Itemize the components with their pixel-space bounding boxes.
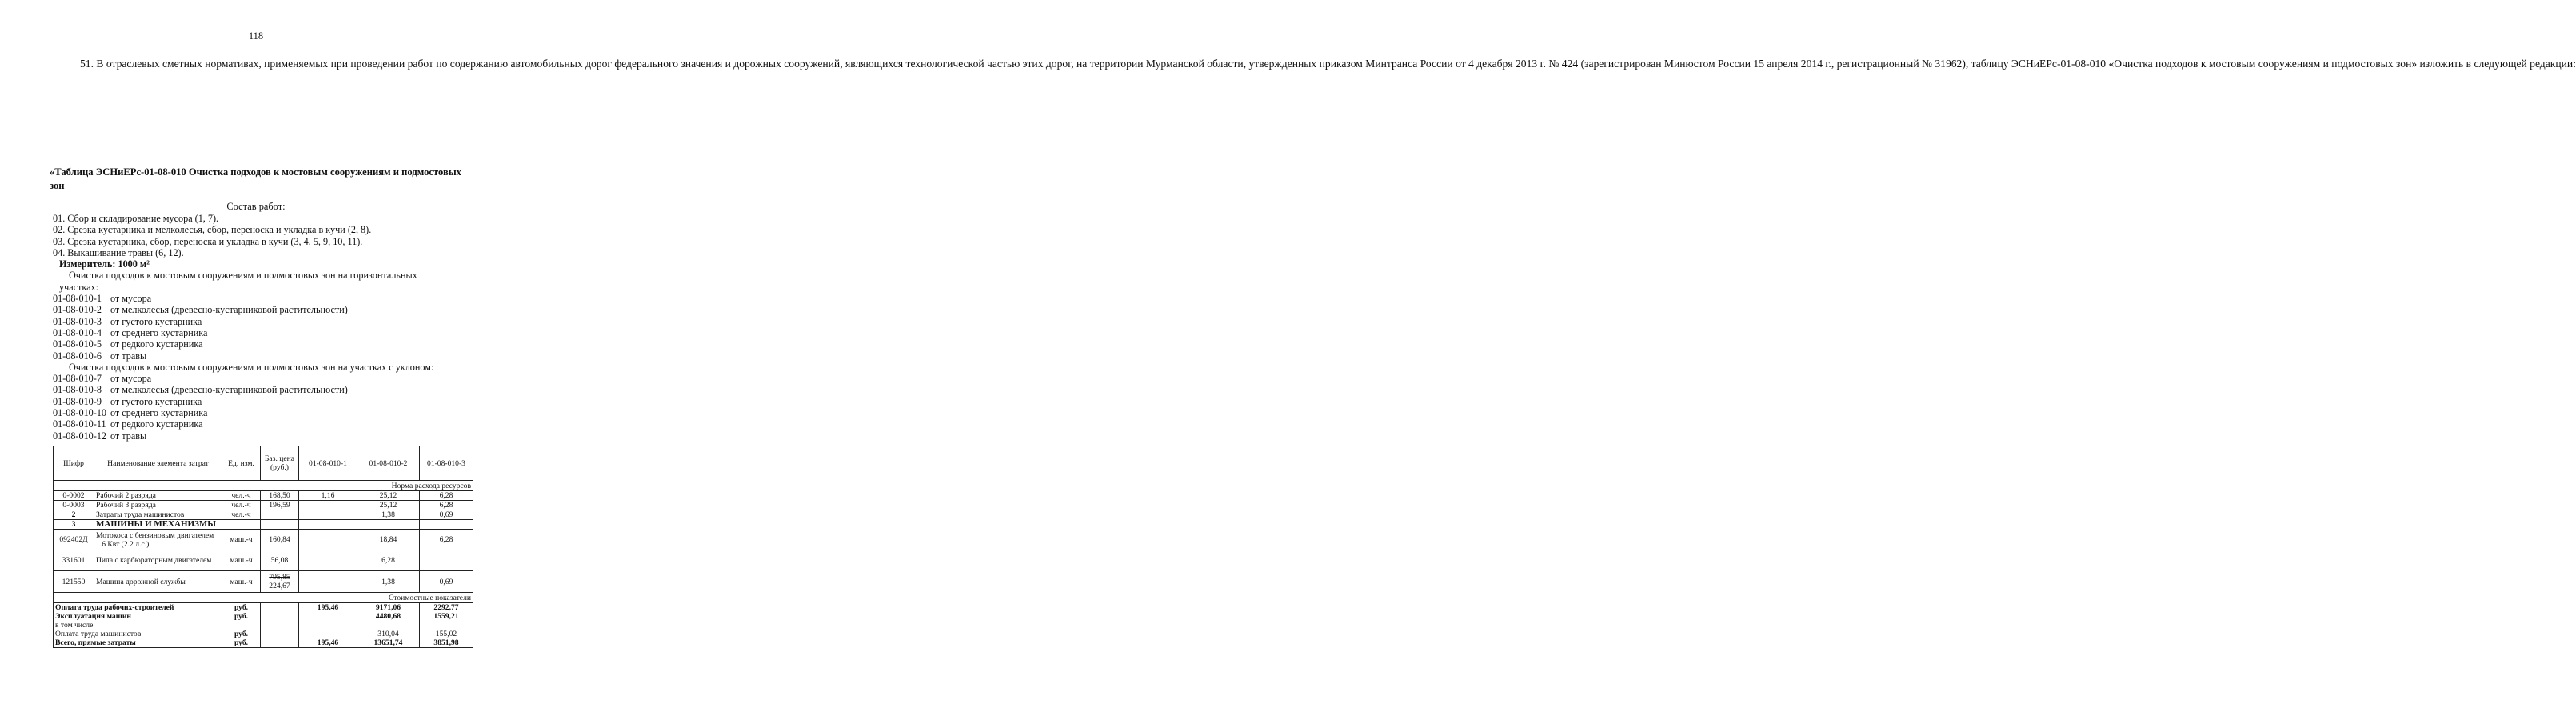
row-name: Затраты труда машинистов [94, 510, 222, 520]
header-col2: 01-08-010-2 [357, 446, 420, 481]
total-row [54, 630, 473, 638]
group-title-cont: участках: [59, 281, 98, 293]
row-v2: 18,84 [357, 530, 420, 550]
header-name: Наименование элемента затрат [94, 446, 222, 481]
cost-section-row [54, 593, 473, 603]
total-name: Оплата труда машинистов [54, 630, 222, 638]
resource-table [53, 446, 473, 648]
row-v2: 25,12 [357, 501, 420, 510]
cost-label: Стоимостные показатели [54, 593, 473, 603]
header-col1: 01-08-010-1 [299, 446, 357, 481]
row-v3: 6,28 [420, 501, 473, 510]
row-unit: маш.-ч [222, 571, 261, 593]
row-v3 [420, 550, 473, 571]
row-v3: 0,69 [420, 571, 473, 593]
table-title: «Таблица ЭСНиЕРс-01-08-010 Очистка подходов к мостовым сооружениям и подмостовых зон [50, 166, 461, 191]
row-code: 092402Д [54, 530, 94, 550]
norm-line [53, 327, 433, 338]
row-code: 0-0002 [54, 491, 94, 501]
total-v2: 4480,68 [357, 612, 420, 621]
table-header-row [54, 446, 473, 481]
row-price: 160,84 [261, 530, 299, 550]
norm-code: 01-08-010-11 [53, 418, 106, 430]
norm-line [53, 316, 433, 327]
row-price [261, 510, 299, 520]
norm-code: 01-08-010-3 [53, 315, 102, 327]
norm-code: 01-08-010-1 [53, 293, 102, 305]
group-title: Очистка подходов к мостовым сооружениям и подмостовых зон на горизонтальных [69, 270, 417, 282]
row-v2: 1,38 [357, 571, 420, 593]
total-unit: руб. [222, 612, 261, 621]
header-price: Баз. цена (руб.) [261, 446, 299, 481]
row-unit: чел.-ч [222, 491, 261, 501]
row-name: Рабочий 3 разряда [94, 501, 222, 510]
norm-name: от редкого кустарника [110, 418, 203, 430]
norm-name: от среднего кустарника [110, 326, 208, 338]
norm-code: 01-08-010-5 [53, 338, 102, 350]
norm-line [53, 430, 433, 442]
total-row [54, 638, 473, 648]
table-row [54, 510, 473, 520]
norm-code: 01-08-010-2 [53, 304, 102, 316]
norm-name: от мусора [110, 293, 152, 305]
row-name: Рабочий 2 разряда [94, 491, 222, 501]
total-name: Эксплуатация машин [54, 612, 222, 621]
row-unit: маш.-ч [222, 530, 261, 550]
total-v3: 155,02 [420, 630, 473, 638]
row-price: 56,08 [261, 550, 299, 571]
total-v1 [299, 630, 357, 638]
total-row [54, 603, 473, 613]
norm-name: от травы [110, 350, 147, 362]
norm-code: 01-08-010-7 [53, 373, 102, 385]
row-v1 [299, 510, 357, 520]
row-v1 [299, 571, 357, 593]
row-code: 331601 [54, 550, 94, 571]
norm-line [53, 293, 433, 304]
norma-label: Норма расхода ресурсов [54, 481, 473, 491]
norm-name: от густого кустарника [110, 395, 202, 407]
row-unit: чел.-ч [222, 510, 261, 520]
row-unit: чел.-ч [222, 501, 261, 510]
row-name: МАШИНЫ И МЕХАНИЗМЫ [94, 520, 222, 530]
total-v2: 9171,06 [357, 603, 420, 613]
total-name: в том числе [54, 621, 222, 630]
table-row [54, 520, 473, 530]
header-shifr: Шифр [54, 446, 94, 481]
table-row [54, 501, 473, 510]
table-row [54, 530, 473, 550]
row-v3: 6,28 [420, 530, 473, 550]
total-v3: 1559,21 [420, 612, 473, 621]
work-composition-title: Состав работ: [226, 201, 286, 212]
row-v1: 1,16 [299, 491, 357, 501]
total-v3: 3851,98 [420, 638, 473, 648]
row-v2: 25,12 [357, 491, 420, 501]
total-v1: 195,46 [299, 603, 357, 613]
norm-name: от густого кустарника [110, 315, 202, 327]
norm-code: 01-08-010-6 [53, 350, 102, 362]
row-v2: 6,28 [357, 550, 420, 571]
total-v1 [299, 612, 357, 621]
row-code: 121550 [54, 571, 94, 593]
norm-name: от редкого кустарника [110, 338, 203, 350]
row-v3: 0,69 [420, 510, 473, 520]
page-number: 118 [248, 30, 264, 42]
total-name: Оплата труда рабочих-строителей [54, 603, 222, 613]
total-row [54, 621, 473, 630]
row-price: 224,67 [269, 582, 290, 590]
norm-name: от мелколесья (древесно-кустарниковой растительности) [110, 384, 348, 396]
row-price: 168,50 [261, 491, 299, 501]
header-col3: 01-08-010-3 [420, 446, 473, 481]
table-row [54, 571, 473, 593]
total-name: Всего, прямые затраты [54, 638, 222, 648]
row-code: 3 [54, 520, 94, 530]
row-code: 0-0003 [54, 501, 94, 510]
norm-name: от мелколесья (древесно-кустарниковой растительности) [110, 304, 348, 316]
meter-label: Измеритель: 1000 м² [59, 258, 150, 270]
work-item: 02. Срезка кустарника и мелколесья, сбор, переноска и укладка в кучи (2, 8). [53, 224, 372, 236]
total-unit: руб. [222, 603, 261, 613]
total-unit: руб. [222, 630, 261, 638]
table-row [54, 491, 473, 501]
row-v2: 1,38 [357, 510, 420, 520]
row-price-old: 795,85 [269, 573, 290, 582]
header-unit: Ед. изм. [222, 446, 261, 481]
table-row [54, 550, 473, 571]
norma-section-row [54, 481, 473, 491]
work-item: 01. Сбор и складирование мусора (1, 7). [53, 213, 219, 224]
norm-code: 01-08-010-10 [53, 407, 107, 419]
norm-line [53, 350, 433, 362]
paragraph-text: 51. В отраслевых сметных нормативах, применяемых при проведении работ по содержанию автомобильных дорог федерального значения и дорожных сооружений, являющихся технологической частью этих дорог, на территории Мурманской области, утвержденных приказом Минтранса России от 4 декабря 2013 г. № 424 (зарегистрирован Минюстом России 15 апреля 2014 г., регистрационный № 31962), таблицу ЭСНиЕРс-01-08-010 «Очистка подходов к мостовым сооружениям и подмостовых зон» изложить в следующей редакции: [80, 58, 2576, 70]
norm-name: от среднего кустарника [110, 407, 208, 419]
norm-line [53, 304, 433, 315]
norm-name: от травы [110, 430, 147, 442]
row-unit: маш.-ч [222, 550, 261, 571]
norm-code: 01-08-010-12 [53, 430, 107, 442]
row-name: Пила с карбюраторным двигателем [94, 550, 222, 571]
work-description [53, 213, 434, 442]
total-v2: 13651,74 [357, 638, 420, 648]
work-item: 03. Срезка кустарника, сбор, переноска и укладка в кучи (3, 4, 5, 9, 10, 11). [53, 235, 363, 247]
row-name: Машина дорожной службы [94, 571, 222, 593]
total-v1: 195,46 [299, 638, 357, 648]
norm-code: 01-08-010-8 [53, 384, 102, 396]
row-name: Мотокоса с бензиновым двигателем 1.6 Квт (2.2 л.с.) [94, 530, 222, 550]
norm-line [53, 373, 433, 384]
amendment-paragraph [50, 56, 2576, 71]
row-v1 [299, 530, 357, 550]
norm-code: 01-08-010-4 [53, 326, 102, 338]
norm-name: от мусора [110, 373, 152, 385]
norm-line [53, 407, 433, 418]
total-v3: 2292,77 [420, 603, 473, 613]
row-v3: 6,28 [420, 491, 473, 501]
norm-line [53, 418, 433, 430]
row-price-cell [261, 571, 299, 593]
total-v2: 310,04 [357, 630, 420, 638]
row-v1 [299, 501, 357, 510]
total-unit: руб. [222, 638, 261, 648]
work-item: 04. Выкашивание травы (6, 12). [53, 246, 184, 258]
row-price: 196,59 [261, 501, 299, 510]
row-code: 2 [54, 510, 94, 520]
group-title: Очистка подходов к мостовым сооружениям и подмостовых зон на участках с уклоном: [69, 361, 434, 373]
norm-line [53, 396, 433, 407]
norm-code: 01-08-010-9 [53, 395, 102, 407]
norm-line [53, 338, 433, 350]
total-row [54, 612, 473, 621]
norm-line [53, 384, 433, 395]
row-v1 [299, 550, 357, 571]
